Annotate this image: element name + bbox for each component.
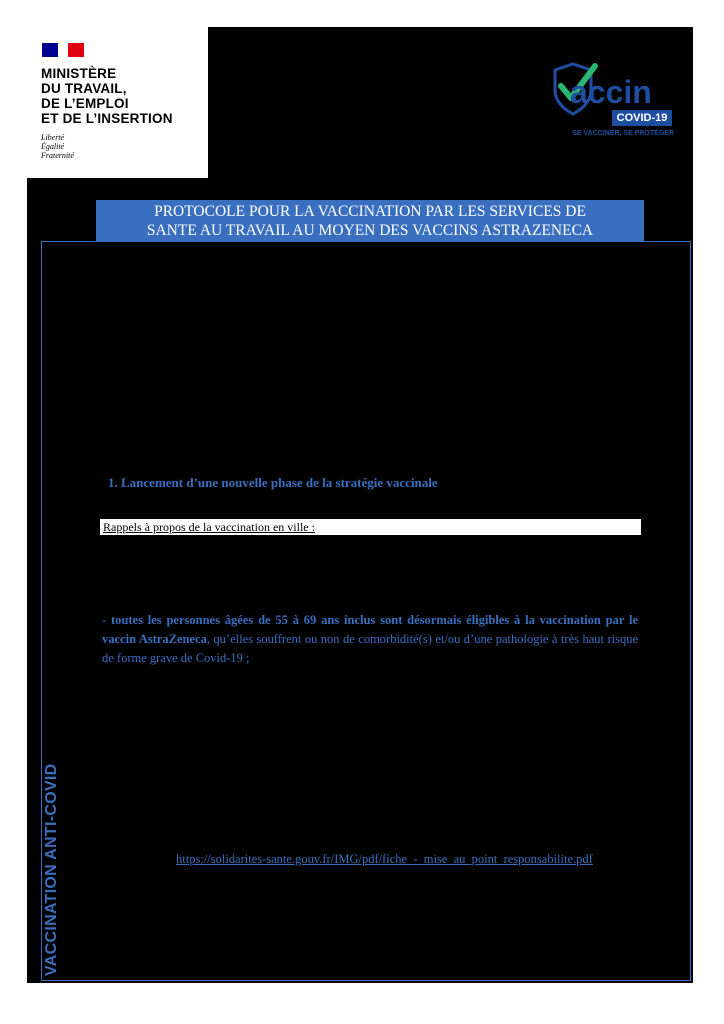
vaccine-slogan: SE VACCINER, SE PROTÉGER xyxy=(572,130,674,137)
vaccin-wordmark: accin xyxy=(570,74,652,110)
ministry-name xyxy=(41,66,173,126)
document-title xyxy=(96,200,644,241)
bullet-bold-text: toutes les personnes âgées de 55 à 69 ans inclus sont désormais éligibles à la vaccination par le vaccin AstraZeneca xyxy=(102,613,638,646)
motto-line: Égalité xyxy=(41,142,65,151)
motto-line: Fraternité xyxy=(41,151,74,160)
bullet-text: , qu’elles souffrent ou non de comorbidité(s) et/ou d’une pathologie à très haut risque de forme grave de Covid-19 ; xyxy=(102,632,638,665)
title-line: PROTOCOLE POUR LA VACCINATION PAR LES SERVICES DE xyxy=(154,203,586,220)
responsibility-link[interactable]: https://solidarites-sante.gouv.fr/IMG/pdf/fiche_-_mise_au_point_responsabilite.pdf xyxy=(176,852,593,866)
section-heading: 1. Lancement d’une nouvelle phase de la stratégie vaccinale xyxy=(108,475,438,490)
rappels-heading: Rappels à propos de la vaccination en ville : xyxy=(100,519,641,535)
ministry-line: MINISTÈRE xyxy=(41,66,117,81)
french-flag-icon xyxy=(42,43,84,57)
bullet-prefix: - xyxy=(102,613,111,627)
title-line: SANTE AU TRAVAIL AU MOYEN DES VACCINS ASTRAZENECA xyxy=(146,222,594,239)
republic-motto xyxy=(41,133,74,160)
side-label: VACCINATION ANTI-COVID xyxy=(43,763,60,976)
ministry-line: DE L’EMPLOI xyxy=(41,96,129,111)
motto-line: Liberté xyxy=(41,133,65,142)
ministry-logo xyxy=(27,27,208,178)
covid-badge: COVID-19 xyxy=(612,110,672,126)
ministry-line: ET DE L’INSERTION xyxy=(41,111,173,126)
eligibility-bullet xyxy=(102,611,638,668)
ministry-line: DU TRAVAIL, xyxy=(41,81,127,96)
